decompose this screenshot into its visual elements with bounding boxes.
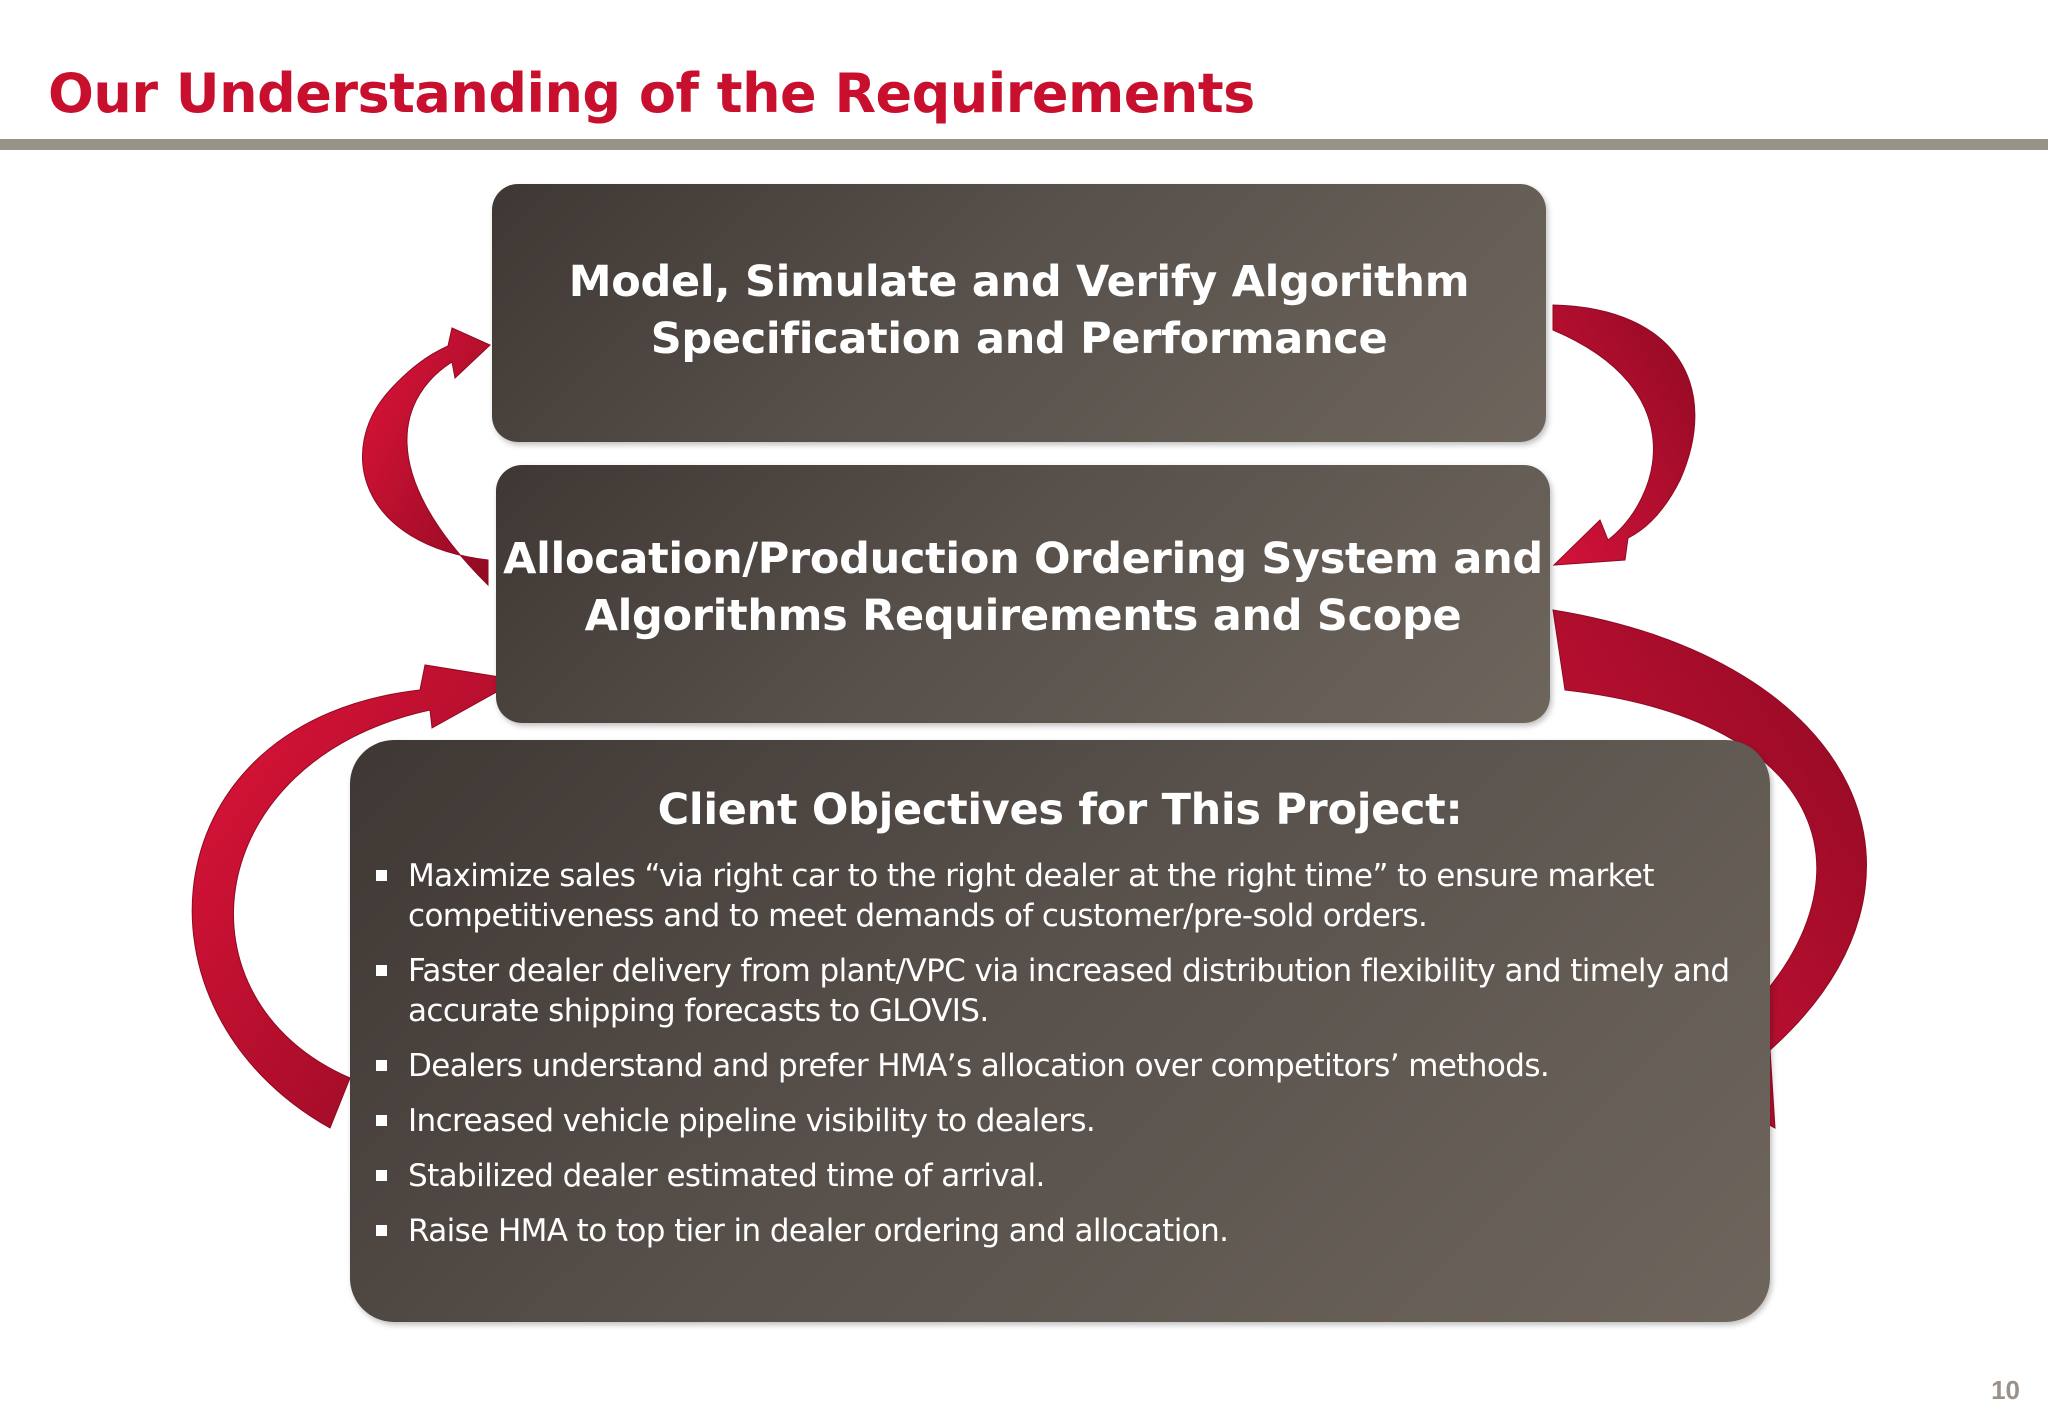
objective-item xyxy=(374,1156,1730,1196)
arrow-top-to-mid xyxy=(1553,305,1695,565)
client-objectives-heading: Client Objectives for This Project: xyxy=(657,785,1463,835)
objective-item xyxy=(374,1211,1730,1251)
square-bullet-icon xyxy=(376,965,387,976)
objective-item xyxy=(374,951,1730,1031)
square-bullet-icon xyxy=(376,870,387,881)
allocation-system-box xyxy=(496,465,1550,723)
objective-text: Faster dealer delivery from plant/VPC via increased distribution flexibility and timely and accurate shipping forecasts to GLOVIS. xyxy=(408,953,1730,1029)
allocation-system-heading xyxy=(496,531,1550,645)
objective-item xyxy=(374,1101,1730,1141)
objective-text: Dealers understand and prefer HMA’s allocation over competitors’ methods. xyxy=(408,1048,1550,1084)
objective-item xyxy=(374,1046,1730,1086)
square-bullet-icon xyxy=(376,1170,387,1181)
objective-text: Maximize sales “via right car to the right dealer at the right time” to ensure market competitiveness and to meet demands of customer/pre-sold orders. xyxy=(408,858,1654,934)
objectives-list xyxy=(374,856,1730,1266)
slide-title: Our Understanding of the Requirements xyxy=(48,62,1255,125)
allocation-system-line-2: Algorithms Requirements and Scope xyxy=(584,591,1462,641)
objective-text: Raise HMA to top tier in dealer ordering and allocation. xyxy=(408,1213,1229,1249)
client-objectives-box xyxy=(350,740,1770,1322)
square-bullet-icon xyxy=(376,1060,387,1071)
model-simulate-line-2: Specification and Performance xyxy=(650,314,1388,364)
page-number: 10 xyxy=(1991,1375,2020,1405)
model-simulate-box xyxy=(492,184,1546,442)
model-simulate-heading xyxy=(492,254,1546,368)
objective-text: Increased vehicle pipeline visibility to dealers. xyxy=(408,1103,1096,1139)
objective-item xyxy=(374,856,1730,936)
model-simulate-line-1: Model, Simulate and Verify Algorithm xyxy=(568,257,1470,307)
objective-text: Stabilized dealer estimated time of arrival. xyxy=(408,1158,1045,1194)
square-bullet-icon xyxy=(376,1115,387,1126)
arrow-mid-to-top xyxy=(363,328,490,585)
allocation-system-line-1: Allocation/Production Ordering System and xyxy=(503,534,1543,584)
square-bullet-icon xyxy=(376,1225,387,1236)
